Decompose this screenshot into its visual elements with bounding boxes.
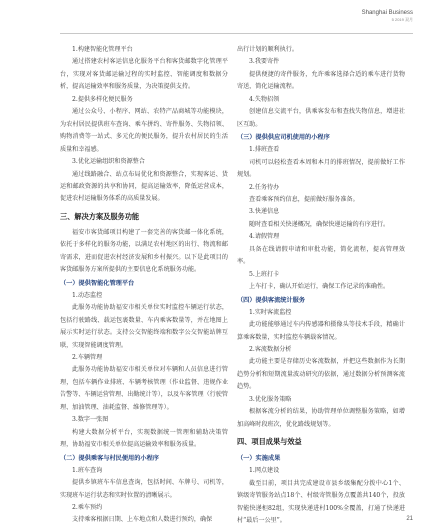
numbered-heading: 5.上班打卡 — [249, 270, 280, 278]
subsection-heading: （二）提供乘客与村民便用的小程序 — [60, 454, 159, 462]
paragraph: 具备在线请假申请和审批功能，简化流程，提高管理效率。 — [237, 245, 405, 266]
left-column — [60, 44, 228, 527]
numbered-heading: 3.快递信息 — [249, 208, 280, 216]
paragraph: 此功能主要是存储历史客流数据，并把这些数据作为长期趋势分析和短期流量波动研究的依据，通过数据分析预测客流趋势。 — [237, 358, 405, 391]
paragraph: 此服务功能协助福安市相关单位对车辆和人员信息进行管理，包括车辆作业排班、车辆考核管理（作业监督、违规作业告警等、车辆运营管理、出勤统计等），以及车客管理（行驶管理、加油管理、油耗监督、维修管理等）。 — [60, 366, 228, 411]
numbered-heading: 1.排班查看 — [249, 146, 280, 154]
paragraph: 查看乘客预约信息，提前做好服务准备。 — [249, 195, 359, 203]
subsection-heading: （一）提供智能化管理平台 — [60, 279, 135, 287]
numbered-heading: 3.数字一张图 — [72, 416, 109, 424]
numbered-heading: 2.客流数据分析 — [249, 345, 292, 353]
numbered-heading: 3.我要寄件 — [249, 58, 280, 66]
paragraph: 构建大数据分析平台，实现数据统一管理和辅助决策管理，协助福安市相关单位提高运输效率和服务质量。 — [60, 428, 228, 449]
subsection-heading: （三）提供供应司机使用的小程序 — [237, 134, 330, 142]
section-heading: 三、解决方案及服务功能 — [60, 211, 140, 221]
numbered-heading: 2.乘车预约 — [72, 503, 103, 511]
masthead-subtitle: 5 2019 双月 — [391, 17, 413, 22]
paragraph: 通过线路融合、站点布局优化和资源整合，实现客运、货运和邮政资源的共享和协同，提高运输效率，降低运营成本，促进农村运输服务体系的高质量发展。 — [60, 170, 228, 203]
subsection-heading: （四）提供客流统计服务 — [237, 296, 306, 304]
paragraph: 提供乡镇班车车信息查询，包括时间、车牌号、司机等，实现班车运行状态和实时位置的清晰展示。 — [60, 479, 228, 499]
paragraph: 此服务功能协助福安市相关单位实时监控车辆运行状态，包括行驶路线、载运包裹数量、车内乘客数量等，并在地图上展示实时运行状态。支持公交智能终端和数字公交智能站牌互联，实现智能调度管理。 — [60, 304, 228, 349]
numbered-heading: 1.实时客流监控 — [249, 308, 292, 316]
numbered-heading: 3.优化服务策略 — [249, 395, 292, 403]
numbered-heading: 1.构建智能化管理平台 — [72, 46, 133, 53]
paragraph: 通过搭建农村客运信息化服务平台和客货邮数字化管理平台，实现对客货邮运输过程的实时监控、智能调度和数据分析，提高运输效率和服务质量，为决策提供支持。 — [60, 58, 228, 91]
numbered-heading: 1.网点建设 — [249, 467, 280, 475]
paragraph: 司机可以轻松查看本周和本月的排班情况，提前做好工作规划。 — [237, 158, 405, 179]
paragraph: 出行计划的顺利执行。 — [237, 46, 298, 53]
paragraph: 上车打卡，确认开始运行，确保工作记录的准确性。 — [249, 283, 390, 291]
numbered-heading: 2.车辆管理 — [72, 353, 103, 361]
masthead — [362, 10, 413, 22]
paragraph: 福安市客货邮项目构建了一套完善的客货邮一体化系统，依托于多样化的服务功能，以满足农村地区的出行、物流和邮寄需求，进而促进农村经济发展和乡村振兴。以下是此项目的客货邮服务方案所提供的主要信息化系统服务功能。 — [60, 228, 228, 274]
paragraph: 根据客流分析的结果，协助管理单位调整服务策略，如增加高峰时段班次，优化路线规划等。 — [237, 408, 405, 428]
numbered-heading: 3.优化运输组织和资源整合 — [72, 158, 145, 166]
paragraph: 支持乘客根据日期、上车地点和人数进行预约，确保 — [72, 516, 213, 524]
paragraph: 提供便捷的寄件服务，允许乘客选择合适的乘车进行货物寄送，简化运输流程。 — [237, 70, 405, 91]
masthead-title: Shanghai Business — [361, 10, 413, 16]
header-rule — [60, 33, 413, 34]
paragraph: 截至目前，项目共完成建设市县乡级集配分拨中心1个、镇级寄管服务站点18个、村级寄管服务点覆盖共140个，投放智能快递柜82组，实现快递进村100%全覆盖，打通了快递进村“最后一公里”。 — [237, 479, 405, 524]
paragraph: 创建信息交流平台，供乘客发布和查找失物信息，增进社区互助。 — [237, 108, 405, 128]
numbered-heading: 1.动态监控 — [72, 291, 103, 299]
paragraph: 此功能能够通过车内传感器和摄像头等技术手段，精确计算乘客数量，实时监控车辆载客情况。 — [237, 321, 405, 341]
right-column — [237, 44, 405, 527]
page-number: 21 — [406, 516, 413, 522]
numbered-heading: 1.班车查询 — [72, 466, 103, 474]
numbered-heading: 4.失物招领 — [249, 95, 280, 103]
numbered-heading: 2.任务待办 — [249, 183, 280, 191]
subsection-heading: （一）实施成果 — [237, 455, 281, 463]
paragraph: 通过公众号、小程序、网站、农特产品商城等功能模块，为农村居民提供班车查询、乘车拼约、寄件服务、失物招领、购物消费等一站式、多元化的便民服务，提升农村居民的生活质量和幸福感。 — [60, 108, 228, 153]
paragraph: 随时查看相关快递概况，确保快递运输的有序进行。 — [249, 220, 390, 228]
section-heading: 四、项目成果与效益 — [237, 437, 302, 447]
numbered-heading: 4.请假管理 — [249, 233, 280, 241]
numbered-heading: 2.提供多样化便民服务 — [72, 95, 133, 103]
